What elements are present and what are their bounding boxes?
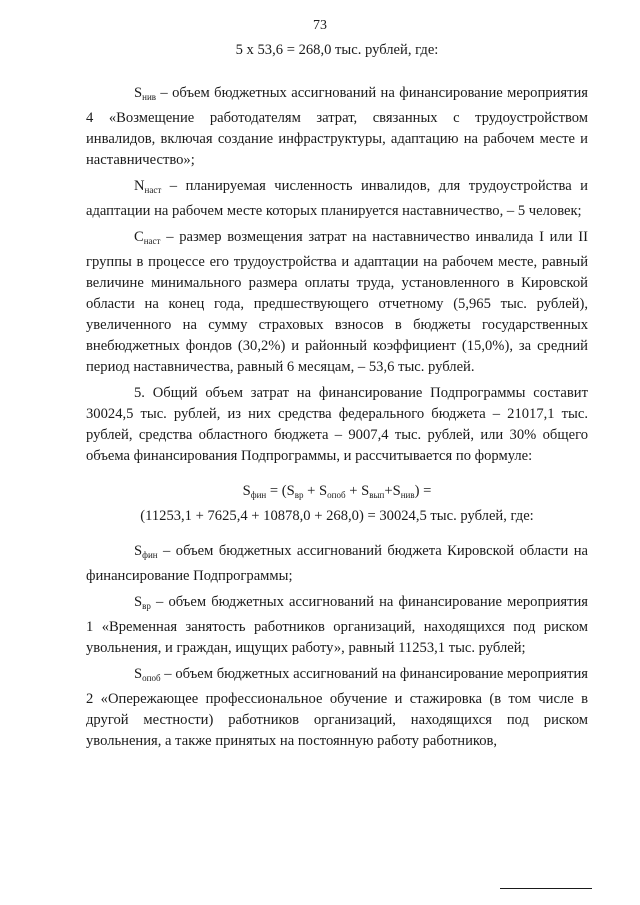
formula-t1-sub: вр	[294, 490, 304, 500]
symbol-subscript: вр	[142, 601, 151, 611]
document-body	[86, 40, 588, 752]
symbol-subscript: опоб	[142, 673, 161, 683]
symbol: N	[134, 178, 145, 194]
formula-t3-symbol: S	[361, 483, 370, 499]
symbol: S	[134, 594, 143, 610]
definition-text: – объем бюджетных ассигнований на финансирование мероприятия 1 «Временная занятость работников организаций, находящихся под риском увольнения, и граждан, ищущих работу», равный 11253,1 тыс. рублей;	[86, 594, 588, 656]
symbol-subscript: фин	[142, 550, 158, 560]
definition-s-vr	[86, 592, 588, 659]
formula-equals: = (	[266, 483, 287, 499]
symbol-subscript: нив	[142, 92, 157, 102]
definition-s-fin	[86, 541, 588, 587]
symbol-subscript: наст	[143, 236, 161, 246]
formula-t4-symbol: S	[392, 483, 401, 499]
definition-text: – объем бюджетных ассигнований бюджета Кировской области на финансирование Подпрограммы;	[86, 543, 588, 584]
symbol-subscript: наст	[144, 185, 162, 195]
formula-t1-symbol: S	[286, 483, 295, 499]
formula-close: ) =	[414, 483, 432, 499]
definition-text: – объем бюджетных ассигнований на финансирование мероприятия 2 «Опережающее профессиональное обучение и стажировка (в том числе в другой местности) работников организаций, находящихся под риском увольнения, а также принятых на постоянную работу работников,	[86, 666, 588, 749]
definition-n-nast	[86, 176, 588, 222]
formula-line-2: (11253,1 + 7625,4 + 10878,0 + 268,0) = 30024,5 тыс. рублей, где:	[140, 508, 534, 524]
formula-lhs-symbol: S	[242, 483, 251, 499]
top-formula: 5 x 53,6 = 268,0 тыс. рублей, где:	[235, 42, 439, 58]
formula-lhs-sub: фин	[250, 490, 267, 500]
formula-line-1	[86, 481, 588, 506]
symbol: S	[134, 666, 143, 682]
symbol: C	[134, 229, 144, 245]
formula-t3-sub: вып	[369, 490, 385, 500]
formula-plus-2: +	[345, 483, 362, 499]
definition-c-nast	[86, 227, 588, 378]
formula-plus-3: +	[384, 483, 393, 499]
section-5-paragraph: 5. Общий объем затрат на финансирование Подпрограммы составит 30024,5 тыс. рублей, из них средства федерального бюджета – 21017,1 тыс. рублей, средства областного бюджета – 9007,4 тыс. рублей, или 30% общего объема финансирования Подпрограммы, и рассчитывается по формуле:	[86, 385, 588, 464]
formula-t2-sub: опоб	[327, 490, 346, 500]
definition-text: – планируемая численность инвалидов, для трудоустройства и адаптации на рабочем месте которых планируется наставничество, – 5 человек;	[86, 178, 588, 219]
main-formula	[86, 481, 588, 527]
definition-s-niv	[86, 83, 588, 171]
formula-t4-sub: нив	[400, 490, 415, 500]
formula-t2-symbol: S	[319, 483, 328, 499]
formula-plus-1: +	[303, 483, 320, 499]
definition-text: – объем бюджетных ассигнований на финансирование мероприятия 4 «Возмещение работодателям затрат, связанных с трудоустройством инвалидов, включая создание инфраструктуры, адаптацию на рабочем месте и наставничество»;	[86, 85, 588, 168]
definition-text: – размер возмещения затрат на наставничество инвалида I или II группы в процессе его трудоустройства и адаптации на рабочем месте, равный величине минимального размера оплаты труда, установленного в Кировской области на конец года, предшествующего отчетному (5,965 тыс. рублей), увеличенного на сумму страховых взносов в бюджеты государственных внебюджетных фондов (30,2%) и районный коэффициент (15,0%), за средний период наставничества, равный 6 месяцам, – 53,6 тыс. рублей.	[86, 229, 588, 375]
symbol: S	[134, 85, 143, 101]
definition-s-opob	[86, 664, 588, 752]
footer-rule	[500, 888, 592, 889]
page-number: 73	[313, 18, 327, 33]
symbol: S	[134, 543, 143, 559]
